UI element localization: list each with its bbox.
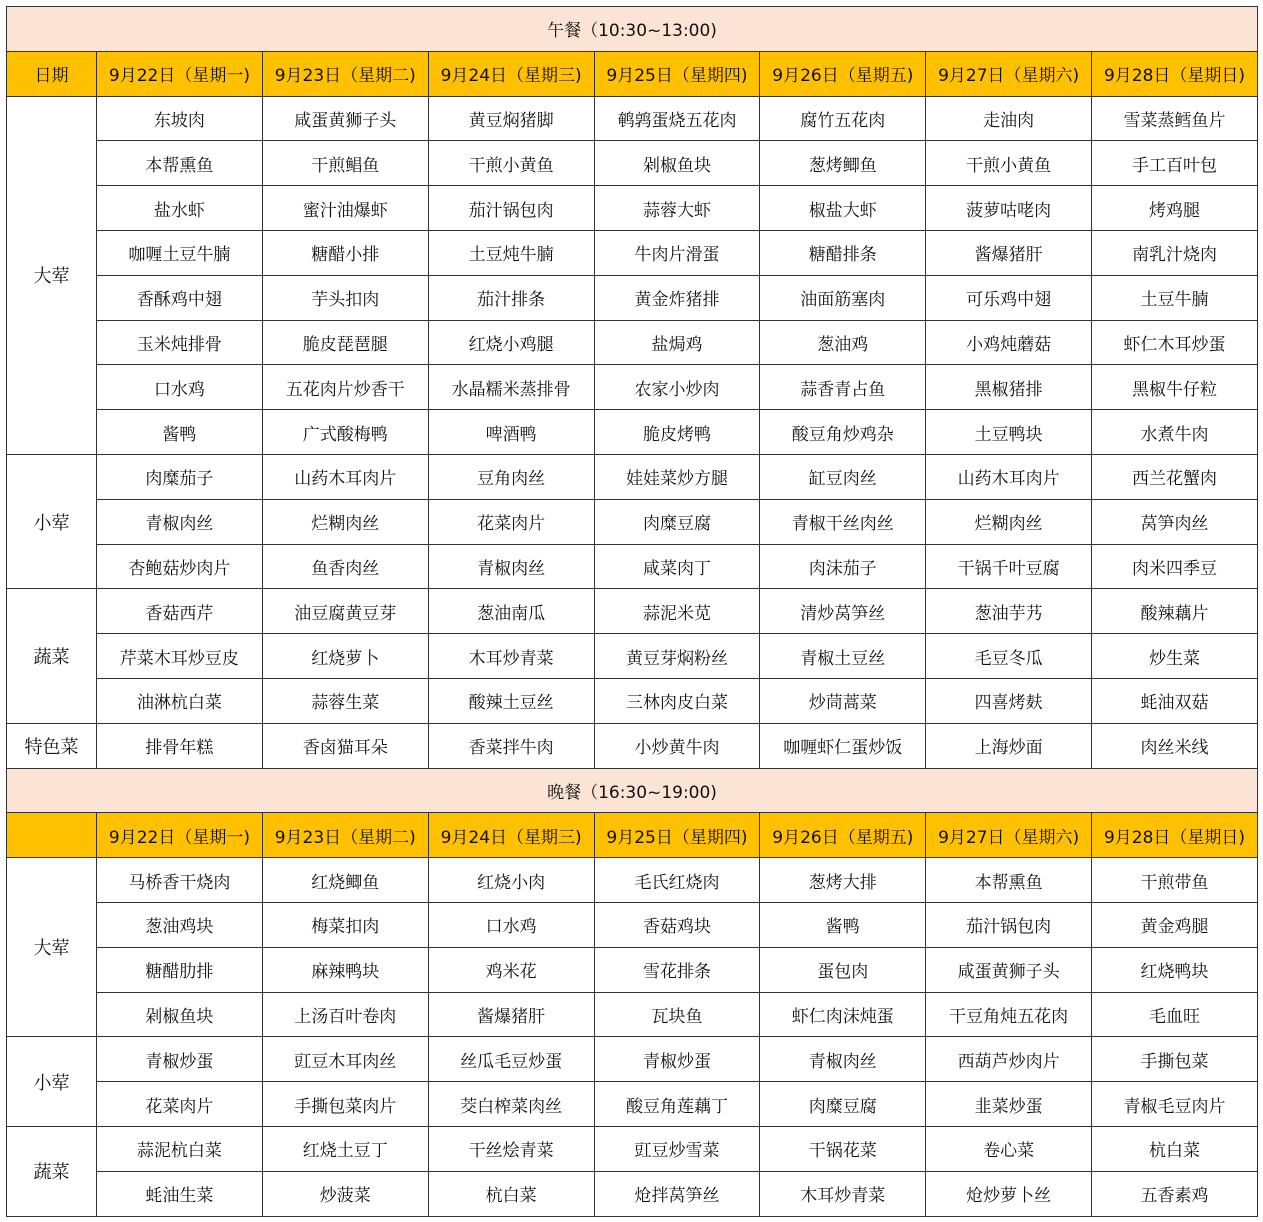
lunch-dish-cell: 黄豆焖猪脚 (428, 96, 594, 141)
dinner-dish-cell: 梅菜扣肉 (262, 902, 428, 947)
dinner-header-row (7, 813, 1258, 858)
lunch-dish-cell: 蒜蓉生菜 (262, 678, 428, 723)
lunch-dish-cell: 牛肉片滑蛋 (594, 230, 760, 275)
dinner-menu-row (7, 1037, 1258, 1082)
dinner-category-label: 大荤 (7, 858, 97, 1037)
lunch-header-row (7, 51, 1258, 96)
lunch-menu-row (7, 230, 1258, 275)
dinner-dish-cell: 红烧鸭块 (1092, 947, 1258, 992)
dinner-category-label: 蔬菜 (7, 1126, 97, 1216)
lunch-dish-cell: 啤酒鸭 (428, 410, 594, 455)
dinner-dish-cell: 肉糜豆腐 (760, 1082, 926, 1127)
lunch-dish-cell: 黄金炸猪排 (594, 275, 760, 320)
lunch-dish-cell: 土豆牛腩 (1092, 275, 1258, 320)
dinner-dish-cell: 豇豆炒雪菜 (594, 1126, 760, 1171)
dinner-dish-cell: 青椒毛豆肉片 (1092, 1082, 1258, 1127)
lunch-day-header: 9月24日（星期三) (428, 51, 594, 96)
lunch-dish-cell: 肉沫茄子 (760, 544, 926, 589)
lunch-date-label: 日期 (7, 51, 97, 96)
lunch-dish-cell: 红烧萝卜 (262, 634, 428, 679)
dinner-dish-cell: 香菇鸡块 (594, 902, 760, 947)
lunch-dish-cell: 红烧小鸡腿 (428, 320, 594, 365)
lunch-dish-cell: 走油肉 (926, 96, 1092, 141)
dinner-section-title: 晚餐（16:30~19:00) (7, 768, 1258, 813)
dinner-dish-cell: 卷心菜 (926, 1126, 1092, 1171)
dinner-dish-cell: 口水鸡 (428, 902, 594, 947)
lunch-dish-cell: 干煎鲳鱼 (262, 141, 428, 186)
dinner-dish-cell: 毛血旺 (1092, 992, 1258, 1037)
lunch-dish-cell: 腐竹五花肉 (760, 96, 926, 141)
dinner-dish-cell: 葱烤大排 (760, 858, 926, 903)
lunch-dish-cell: 烂糊肉丝 (262, 499, 428, 544)
lunch-dish-cell: 西兰花蟹肉 (1092, 454, 1258, 499)
lunch-dish-cell: 青椒干丝肉丝 (760, 499, 926, 544)
lunch-dish-cell: 芋头扣肉 (262, 275, 428, 320)
lunch-dish-cell: 手工百叶包 (1092, 141, 1258, 186)
dinner-dish-cell: 蛋包肉 (760, 947, 926, 992)
lunch-dish-cell: 糖醋排条 (760, 230, 926, 275)
dinner-menu-row (7, 947, 1258, 992)
lunch-dish-cell: 烂糊肉丝 (926, 499, 1092, 544)
lunch-dish-cell: 椒盐大虾 (760, 186, 926, 231)
lunch-dish-cell: 盐水虾 (97, 186, 263, 231)
dinner-dish-cell: 虾仁肉沫炖蛋 (760, 992, 926, 1037)
lunch-dish-cell: 虾仁木耳炒蛋 (1092, 320, 1258, 365)
dinner-dish-cell: 本帮熏鱼 (926, 858, 1092, 903)
lunch-title-row (7, 7, 1258, 52)
dinner-dish-cell: 杭白菜 (1092, 1126, 1258, 1171)
lunch-dish-cell: 三林肉皮白菜 (594, 678, 760, 723)
lunch-dish-cell: 缸豆肉丝 (760, 454, 926, 499)
dinner-day-header: 9月22日（星期一) (97, 813, 263, 858)
lunch-dish-cell: 咖喱虾仁蛋炒饭 (760, 723, 926, 768)
lunch-dish-cell: 肉丝米线 (1092, 723, 1258, 768)
lunch-dish-cell: 炒茼蒿菜 (760, 678, 926, 723)
dinner-day-header: 9月27日（星期六) (926, 813, 1092, 858)
lunch-menu-row (7, 186, 1258, 231)
dinner-menu-row (7, 1171, 1258, 1216)
lunch-dish-cell: 莴笋肉丝 (1092, 499, 1258, 544)
lunch-dish-cell: 花菜肉片 (428, 499, 594, 544)
lunch-category-label: 特色菜 (7, 723, 97, 768)
lunch-section-title: 午餐（10:30~13:00) (7, 7, 1258, 52)
lunch-dish-cell: 香菜拌牛肉 (428, 723, 594, 768)
dinner-menu-row (7, 992, 1258, 1037)
lunch-dish-cell: 葱烤鲫鱼 (760, 141, 926, 186)
lunch-dish-cell: 肉米四季豆 (1092, 544, 1258, 589)
lunch-dish-cell: 炒生菜 (1092, 634, 1258, 679)
lunch-menu-row (7, 723, 1258, 768)
lunch-dish-cell: 菠萝咕咾肉 (926, 186, 1092, 231)
dinner-dish-cell: 酱鸭 (760, 902, 926, 947)
dinner-dish-cell: 干豆角炖五花肉 (926, 992, 1092, 1037)
dinner-dish-cell: 手撕包菜 (1092, 1037, 1258, 1082)
dinner-dish-cell: 咸蛋黄狮子头 (926, 947, 1092, 992)
lunch-dish-cell: 酸辣藕片 (1092, 589, 1258, 634)
dinner-dish-cell: 红烧鲫鱼 (262, 858, 428, 903)
lunch-menu-row (7, 544, 1258, 589)
lunch-dish-cell: 剁椒鱼块 (594, 141, 760, 186)
lunch-dish-cell: 酸豆角炒鸡杂 (760, 410, 926, 455)
lunch-dish-cell: 小鸡炖蘑菇 (926, 320, 1092, 365)
dinner-menu-row (7, 902, 1258, 947)
lunch-dish-cell: 豆角肉丝 (428, 454, 594, 499)
dinner-category-label: 小荤 (7, 1037, 97, 1127)
menu-table (6, 6, 1258, 1217)
lunch-dish-cell: 干煎小黄鱼 (428, 141, 594, 186)
dinner-dish-cell: 蚝油生菜 (97, 1171, 263, 1216)
dinner-menu-row (7, 1126, 1258, 1171)
dinner-menu-row (7, 858, 1258, 903)
lunch-dish-cell: 雪菜蒸鳕鱼片 (1092, 96, 1258, 141)
lunch-dish-cell: 青椒肉丝 (428, 544, 594, 589)
lunch-dish-cell: 干锅千叶豆腐 (926, 544, 1092, 589)
lunch-dish-cell: 茄汁锅包肉 (428, 186, 594, 231)
dinner-day-header: 9月26日（星期五) (760, 813, 926, 858)
dinner-day-header: 9月24日（星期三) (428, 813, 594, 858)
lunch-dish-cell: 蒜泥米苋 (594, 589, 760, 634)
lunch-menu-row (7, 678, 1258, 723)
lunch-dish-cell: 四喜烤麸 (926, 678, 1092, 723)
lunch-dish-cell: 香菇西芹 (97, 589, 263, 634)
dinner-dish-cell: 青椒肉丝 (760, 1037, 926, 1082)
dinner-dish-cell: 花菜肉片 (97, 1082, 263, 1127)
lunch-dish-cell: 木耳炒青菜 (428, 634, 594, 679)
dinner-day-header: 9月23日（星期二) (262, 813, 428, 858)
lunch-dish-cell: 毛豆冬瓜 (926, 634, 1092, 679)
lunch-dish-cell: 葱油芋艿 (926, 589, 1092, 634)
lunch-dish-cell: 糖醋小排 (262, 230, 428, 275)
lunch-menu-row (7, 275, 1258, 320)
lunch-dish-cell: 黑椒牛仔粒 (1092, 365, 1258, 410)
lunch-day-header: 9月27日（星期六) (926, 51, 1092, 96)
dinner-dish-cell: 红烧土豆丁 (262, 1126, 428, 1171)
lunch-day-header: 9月22日（星期一) (97, 51, 263, 96)
dinner-dish-cell: 马桥香干烧肉 (97, 858, 263, 903)
dinner-dish-cell: 酸豆角莲藕丁 (594, 1082, 760, 1127)
dinner-dish-cell: 鸡米花 (428, 947, 594, 992)
lunch-dish-cell: 咖喱土豆牛腩 (97, 230, 263, 275)
lunch-day-header: 9月26日（星期五) (760, 51, 926, 96)
lunch-dish-cell: 黄豆芽焖粉丝 (594, 634, 760, 679)
lunch-dish-cell: 水晶糯米蒸排骨 (428, 365, 594, 410)
dinner-dish-cell: 豇豆木耳肉丝 (262, 1037, 428, 1082)
lunch-day-header: 9月23日（星期二) (262, 51, 428, 96)
lunch-menu-row (7, 454, 1258, 499)
lunch-dish-cell: 肉糜豆腐 (594, 499, 760, 544)
lunch-dish-cell: 酱鸭 (97, 410, 263, 455)
dinner-dish-cell: 青椒炒蛋 (594, 1037, 760, 1082)
dinner-menu-row (7, 1082, 1258, 1127)
dinner-dish-cell: 青椒炒蛋 (97, 1037, 263, 1082)
dinner-dish-cell: 蒜泥杭白菜 (97, 1126, 263, 1171)
lunch-dish-cell: 蜜汁油爆虾 (262, 186, 428, 231)
dinner-dish-cell: 炝炒萝卜丝 (926, 1171, 1092, 1216)
lunch-dish-cell: 五花肉片炒香干 (262, 365, 428, 410)
dinner-dish-cell: 手撕包菜肉片 (262, 1082, 428, 1127)
lunch-dish-cell: 香卤猫耳朵 (262, 723, 428, 768)
dinner-dish-cell: 茭白榨菜肉丝 (428, 1082, 594, 1127)
lunch-dish-cell: 油面筋塞肉 (760, 275, 926, 320)
dinner-dish-cell: 雪花排条 (594, 947, 760, 992)
lunch-dish-cell: 酸辣土豆丝 (428, 678, 594, 723)
lunch-dish-cell: 青椒肉丝 (97, 499, 263, 544)
lunch-dish-cell: 黑椒猪排 (926, 365, 1092, 410)
dinner-dish-cell: 五香素鸡 (1092, 1171, 1258, 1216)
dinner-dish-cell: 西葫芦炒肉片 (926, 1037, 1092, 1082)
lunch-dish-cell: 蒜蓉大虾 (594, 186, 760, 231)
lunch-dish-cell: 茄汁排条 (428, 275, 594, 320)
dinner-dish-cell: 酱爆猪肝 (428, 992, 594, 1037)
dinner-dish-cell: 炝拌莴笋丝 (594, 1171, 760, 1216)
lunch-dish-cell: 上海炒面 (926, 723, 1092, 768)
lunch-menu-row (7, 320, 1258, 365)
lunch-category-label: 蔬菜 (7, 589, 97, 723)
lunch-menu-row (7, 141, 1258, 186)
lunch-dish-cell: 清炒莴笋丝 (760, 589, 926, 634)
lunch-dish-cell: 咸菜肉丁 (594, 544, 760, 589)
dinner-dish-cell: 韭菜炒蛋 (926, 1082, 1092, 1127)
dinner-dish-cell: 干丝烩青菜 (428, 1126, 594, 1171)
lunch-dish-cell: 脆皮琵琶腿 (262, 320, 428, 365)
lunch-dish-cell: 杏鲍菇炒肉片 (97, 544, 263, 589)
dinner-title-row (7, 768, 1258, 813)
dinner-date-label (7, 813, 97, 858)
lunch-dish-cell: 排骨年糕 (97, 723, 263, 768)
dinner-dish-cell: 干煎带鱼 (1092, 858, 1258, 903)
dinner-dish-cell: 茄汁锅包肉 (926, 902, 1092, 947)
lunch-dish-cell: 南乳汁烧肉 (1092, 230, 1258, 275)
lunch-dish-cell: 油淋杭白菜 (97, 678, 263, 723)
dinner-dish-cell: 红烧小肉 (428, 858, 594, 903)
lunch-dish-cell: 肉糜茄子 (97, 454, 263, 499)
lunch-dish-cell: 玉米炖排骨 (97, 320, 263, 365)
lunch-dish-cell: 葱油南瓜 (428, 589, 594, 634)
lunch-dish-cell: 盐焗鸡 (594, 320, 760, 365)
lunch-dish-cell: 本帮熏鱼 (97, 141, 263, 186)
lunch-menu-row (7, 499, 1258, 544)
lunch-dish-cell: 蒜香青占鱼 (760, 365, 926, 410)
lunch-dish-cell: 青椒土豆丝 (760, 634, 926, 679)
lunch-dish-cell: 烤鸡腿 (1092, 186, 1258, 231)
dinner-dish-cell: 瓦块鱼 (594, 992, 760, 1037)
dinner-dish-cell: 葱油鸡块 (97, 902, 263, 947)
lunch-dish-cell: 土豆炖牛腩 (428, 230, 594, 275)
dinner-dish-cell: 毛氏红烧肉 (594, 858, 760, 903)
lunch-menu-row (7, 634, 1258, 679)
lunch-day-header: 9月25日（星期四) (594, 51, 760, 96)
lunch-menu-row (7, 410, 1258, 455)
lunch-dish-cell: 水煮牛肉 (1092, 410, 1258, 455)
lunch-menu-row (7, 96, 1258, 141)
dinner-dish-cell: 木耳炒青菜 (760, 1171, 926, 1216)
lunch-dish-cell: 鱼香肉丝 (262, 544, 428, 589)
lunch-dish-cell: 油豆腐黄豆芽 (262, 589, 428, 634)
lunch-dish-cell: 口水鸡 (97, 365, 263, 410)
lunch-menu-row (7, 365, 1258, 410)
dinner-dish-cell: 炒菠菜 (262, 1171, 428, 1216)
dinner-day-header: 9月25日（星期四) (594, 813, 760, 858)
lunch-dish-cell: 小炒黄牛肉 (594, 723, 760, 768)
lunch-dish-cell: 香酥鸡中翅 (97, 275, 263, 320)
lunch-category-label: 小荤 (7, 454, 97, 588)
lunch-dish-cell: 可乐鸡中翅 (926, 275, 1092, 320)
dinner-dish-cell: 杭白菜 (428, 1171, 594, 1216)
lunch-dish-cell: 东坡肉 (97, 96, 263, 141)
lunch-day-header: 9月28日（星期日) (1092, 51, 1258, 96)
lunch-dish-cell: 咸蛋黄狮子头 (262, 96, 428, 141)
dinner-dish-cell: 糖醋肋排 (97, 947, 263, 992)
lunch-dish-cell: 鹌鹑蛋烧五花肉 (594, 96, 760, 141)
lunch-dish-cell: 山药木耳肉片 (262, 454, 428, 499)
dinner-day-header: 9月28日（星期日) (1092, 813, 1258, 858)
lunch-dish-cell: 葱油鸡 (760, 320, 926, 365)
lunch-dish-cell: 干煎小黄鱼 (926, 141, 1092, 186)
dinner-dish-cell: 黄金鸡腿 (1092, 902, 1258, 947)
lunch-dish-cell: 酱爆猪肝 (926, 230, 1092, 275)
lunch-dish-cell: 土豆鸭块 (926, 410, 1092, 455)
lunch-dish-cell: 蚝油双菇 (1092, 678, 1258, 723)
lunch-dish-cell: 广式酸梅鸭 (262, 410, 428, 455)
dinner-dish-cell: 剁椒鱼块 (97, 992, 263, 1037)
lunch-dish-cell: 芹菜木耳炒豆皮 (97, 634, 263, 679)
dinner-dish-cell: 上汤百叶卷肉 (262, 992, 428, 1037)
dinner-dish-cell: 丝瓜毛豆炒蛋 (428, 1037, 594, 1082)
lunch-dish-cell: 农家小炒肉 (594, 365, 760, 410)
lunch-dish-cell: 山药木耳肉片 (926, 454, 1092, 499)
dinner-dish-cell: 干锅花菜 (760, 1126, 926, 1171)
lunch-dish-cell: 脆皮烤鸭 (594, 410, 760, 455)
dinner-dish-cell: 麻辣鸭块 (262, 947, 428, 992)
lunch-category-label: 大荤 (7, 96, 97, 454)
lunch-menu-row (7, 589, 1258, 634)
lunch-dish-cell: 娃娃菜炒方腿 (594, 454, 760, 499)
